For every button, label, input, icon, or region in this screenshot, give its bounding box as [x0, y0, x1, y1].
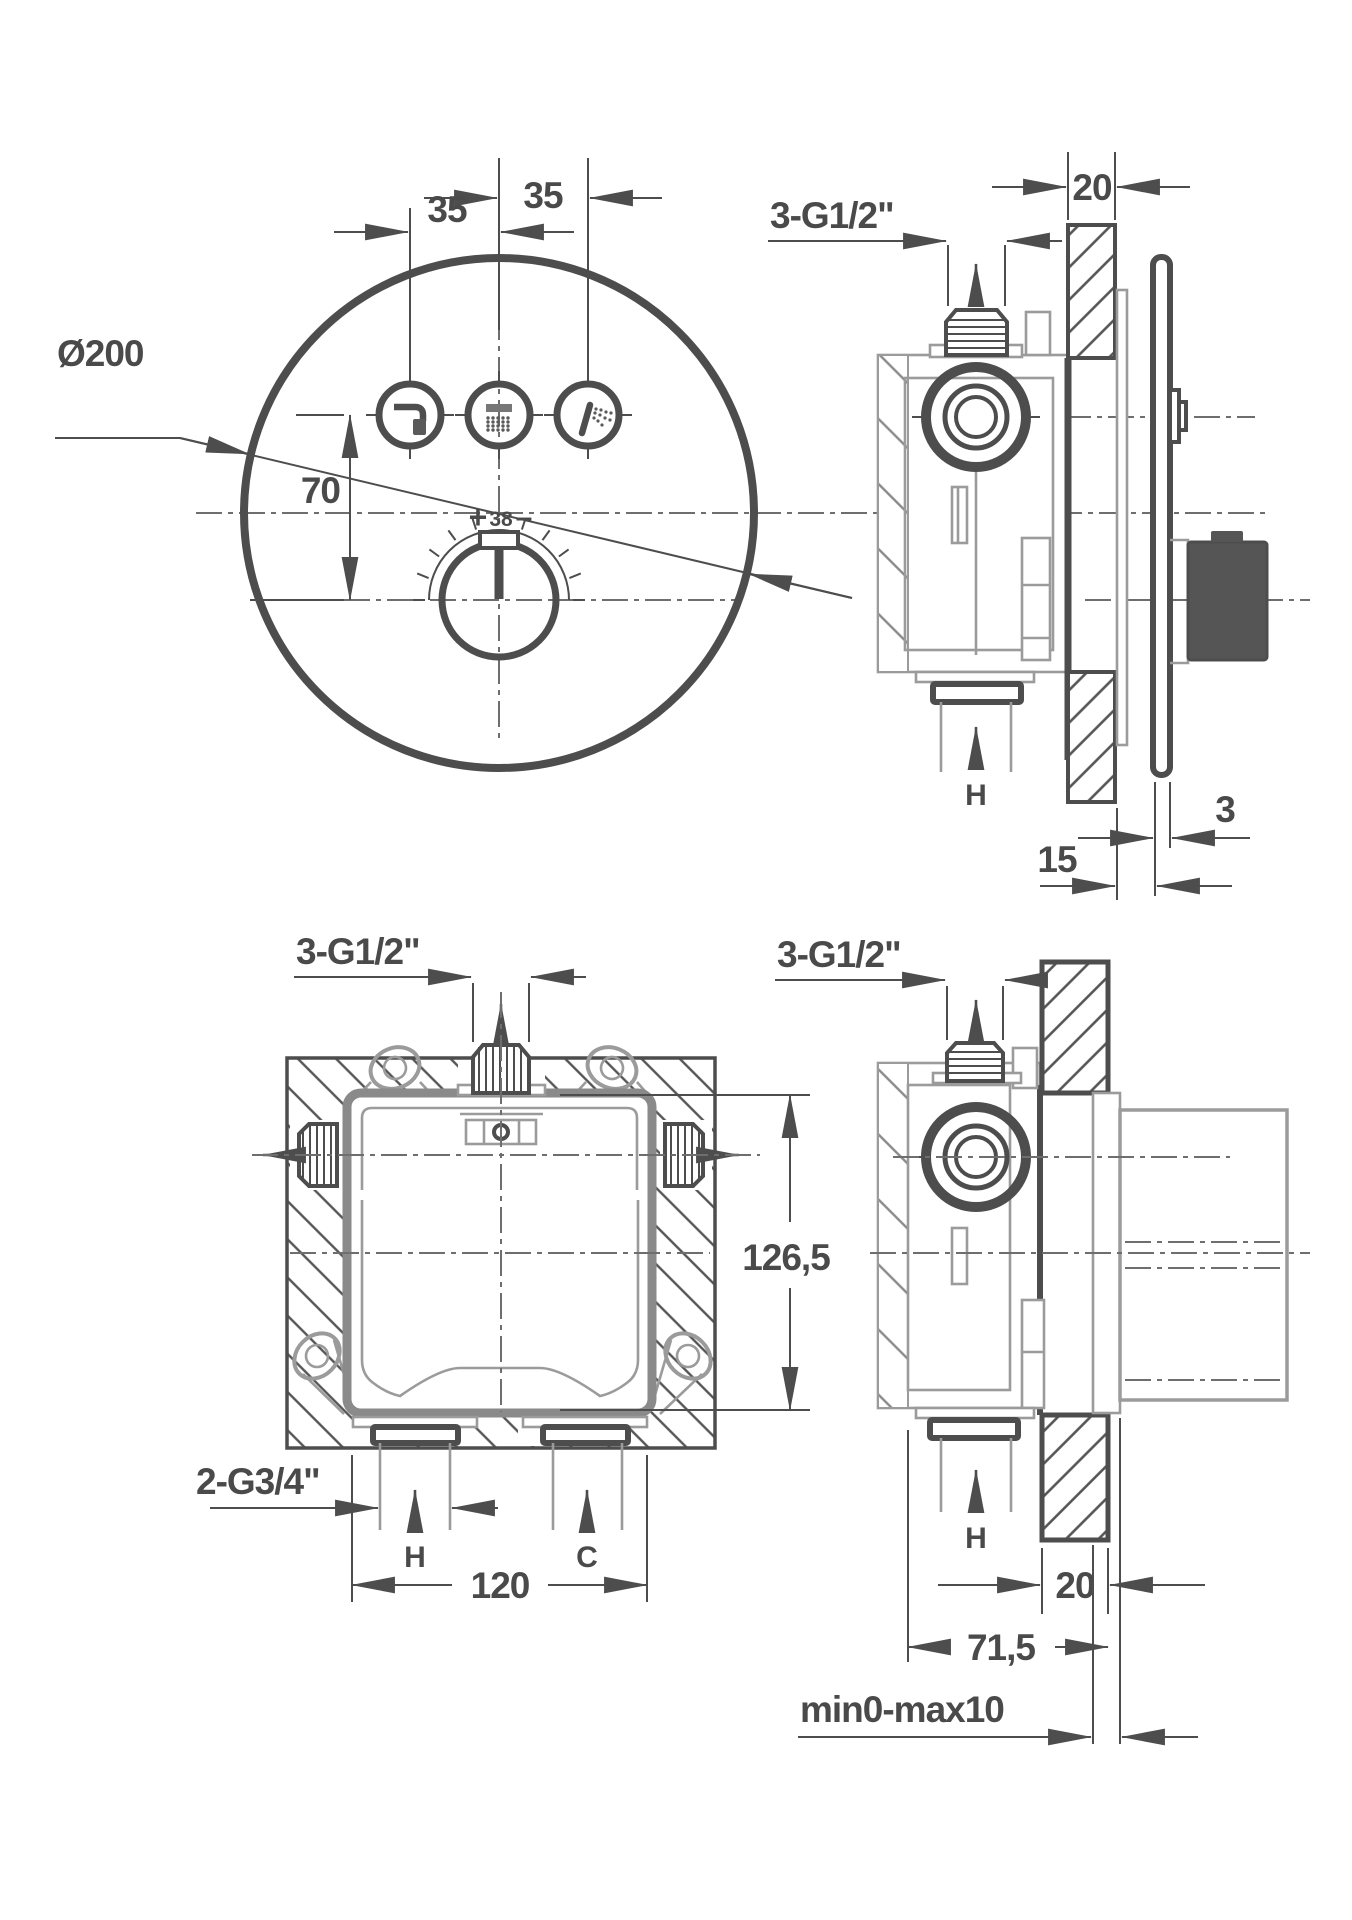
dim-label-depth-71: 71,5 — [966, 1627, 1036, 1668]
hand-shower-icon — [582, 405, 613, 433]
dim-plate-offset — [1037, 808, 1232, 900]
view-faceplate-front — [55, 158, 852, 768]
bottom-port-cold — [523, 1417, 647, 1574]
dim-faceplate-diameter — [55, 333, 852, 598]
rain-shower-icon — [486, 404, 512, 432]
dim-label-bottom-ports: 2-G3/4" — [196, 1461, 320, 1502]
dial-plus-label: + — [468, 499, 488, 535]
hot-inlet-label: H — [965, 779, 987, 812]
dim-button-to-dial — [250, 415, 350, 600]
wall-section-top — [1068, 225, 1115, 358]
dial-temp-label: 38 — [489, 508, 513, 531]
dim-label-35-right: 35 — [523, 175, 563, 216]
dim-box-width — [352, 1455, 647, 1606]
view-box-front — [196, 931, 830, 1606]
dim-label-box-side-wall-20: 20 — [1055, 1565, 1095, 1606]
wall-side-bottom — [1042, 1415, 1108, 1540]
wall-side-top — [1042, 962, 1108, 1093]
dial-minus-label: – — [515, 501, 533, 534]
bottom-port-hot — [353, 1417, 477, 1574]
dim-label-wall-20: 20 — [1072, 167, 1112, 208]
trim-plate-profile — [1153, 257, 1170, 775]
box-side-inlet-hot — [916, 1408, 1034, 1555]
top-port-plug — [930, 310, 1022, 357]
dim-label-70: 70 — [300, 470, 340, 511]
dim-wall-thickness — [992, 152, 1190, 220]
dim-label-width-120: 120 — [470, 1565, 530, 1606]
button-hand-shower — [557, 384, 619, 446]
dim-label-plaster: min0-max10 — [800, 1689, 1004, 1730]
bottom-inlet-hot — [916, 672, 1034, 812]
dim-label-box-side-ports: 3-G1/2" — [777, 934, 901, 975]
wall-section-bottom — [1068, 672, 1115, 802]
mounting-collar — [1117, 290, 1127, 745]
dim-box-side-ports — [775, 934, 1040, 1040]
dim-bottom-ports — [196, 1461, 498, 1508]
box-side-hot-label: H — [965, 1522, 987, 1555]
cold-port-label: C — [576, 1541, 598, 1574]
dim-label-diameter: Ø200 — [57, 333, 144, 374]
knob-profile — [1170, 531, 1267, 663]
hot-port-label: H — [404, 1541, 426, 1574]
view-box-side — [775, 934, 1310, 1744]
dim-label-ports: 3-G1/2" — [770, 195, 894, 236]
button-spout — [379, 384, 441, 446]
dim-box-ports — [294, 931, 586, 1042]
dim-label-offset-15: 15 — [1037, 839, 1077, 880]
view-side-section — [768, 152, 1267, 900]
dim-plaster-range — [798, 1418, 1198, 1744]
protection-sleeve — [1120, 1110, 1287, 1400]
dim-ports-thread — [768, 195, 1062, 306]
dim-box-side-wall — [938, 1548, 1205, 1614]
button-profile — [1170, 390, 1186, 442]
dim-label-plate-3: 3 — [1215, 789, 1235, 830]
spout-icon — [394, 407, 426, 435]
dim-label-box-ports: 3-G1/2" — [296, 931, 420, 972]
dim-label-height-126: 126,5 — [742, 1237, 830, 1278]
dim-label-35-left: 35 — [427, 189, 467, 230]
